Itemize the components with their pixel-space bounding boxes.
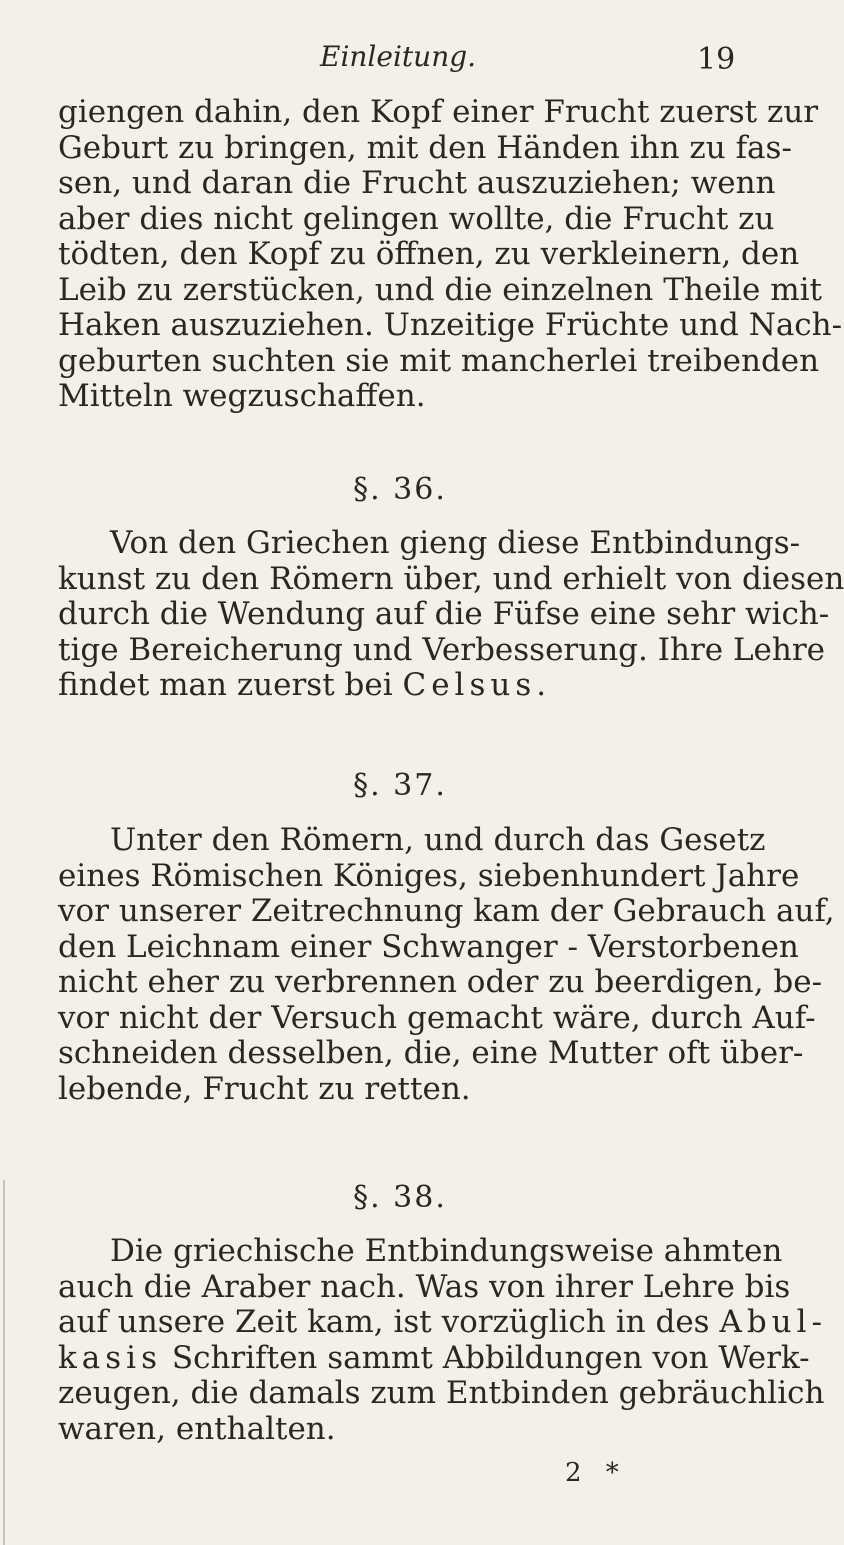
text-fragment: auf unsere Zeit kam, ist vorzüglich in des [58,1304,720,1340]
text-line: eines Römischen Königes, siebenhundert Jahre [58,857,800,894]
section-heading-37: §. 37. [353,768,447,803]
page-header [0,40,800,90]
text-line: Von den Griechen gieng diese Entbindungs- [110,525,801,561]
text-line: den Leichnam einer Schwanger - Verstorbenen [58,928,799,965]
text-line: zeugen, die damals zum Entbinden gebräuchlich [58,1375,825,1411]
text-line: vor unserer Zeitrechnung kam der Gebrauch auf, [58,893,835,929]
text-line: geburten suchten sie mit mancherlei treibenden [58,342,820,379]
text-line: sen, und daran die Frucht auszuziehen; wenn [58,165,776,201]
text-line: lebende, Frucht zu retten. [58,1070,471,1107]
text-line: Geburt zu bringen, mit den Händen ihn zu fas- [58,129,792,166]
paragraph-continuation [58,94,843,415]
text-line [58,1304,828,1341]
text-line [58,1339,810,1377]
text-line: tige Bereicherung und Verbesserung. Ihre Lehre [58,631,826,668]
text-line: Haken auszuziehen. Unzeitige Früchte und Nach- [58,307,843,343]
text-line [58,668,778,704]
text-line: schneiden desselben, die, eine Mutter oft über- [58,1035,804,1071]
text-line: auch die Araber nach. Was von ihrer Lehre bis [58,1268,791,1305]
text-line: Leib zu zerstücken, und die einzelnen Theile mit [58,271,823,308]
text-line: Unter den Römern, und durch das Gesetz [110,822,766,858]
text-fragment: findet man zuerst bei [58,667,403,703]
margin-rule [3,1180,5,1545]
paragraph-38 [58,1233,828,1447]
text-line: giengen dahin, den Kopf einer Frucht zuerst zur [58,94,819,130]
author-name-celsus: Celsus. [402,667,552,703]
author-name-abulkasis-part1: Abul- [719,1304,828,1340]
author-name-abulkasis-part2: kasis [58,1339,162,1376]
signature-mark: 2 * [565,1458,627,1488]
section-heading-38: §. 38. [353,1180,447,1215]
running-title: Einleitung. [320,40,477,73]
text-line: vor nicht der Versuch gemacht wäre, durch Auf- [58,999,816,1036]
paragraph-36 [58,525,844,704]
text-line: durch die Wendung auf die Füfse eine sehr wich- [58,596,830,632]
text-line: Mitteln wegzuschaffen. [58,378,426,414]
section-heading-36: §. 36. [353,472,447,507]
text-line: kunst zu den Römern über, und erhielt von diesen [58,560,844,597]
paragraph-37 [58,822,835,1107]
text-line: tödten, den Kopf zu öffnen, zu verkleinern, den [58,236,800,272]
text-fragment: Schriften sammt Abbildungen von Werk- [162,1339,810,1376]
text-line: Die griechische Entbindungsweise ahmten [110,1233,783,1269]
page-number: 19 [697,42,736,77]
text-line: nicht eher zu verbrennen oder zu beerdigen, be- [58,964,823,1000]
text-line: waren, enthalten. [58,1410,336,1447]
text-line: aber dies nicht gelingen wollte, die Frucht zu [58,200,775,237]
